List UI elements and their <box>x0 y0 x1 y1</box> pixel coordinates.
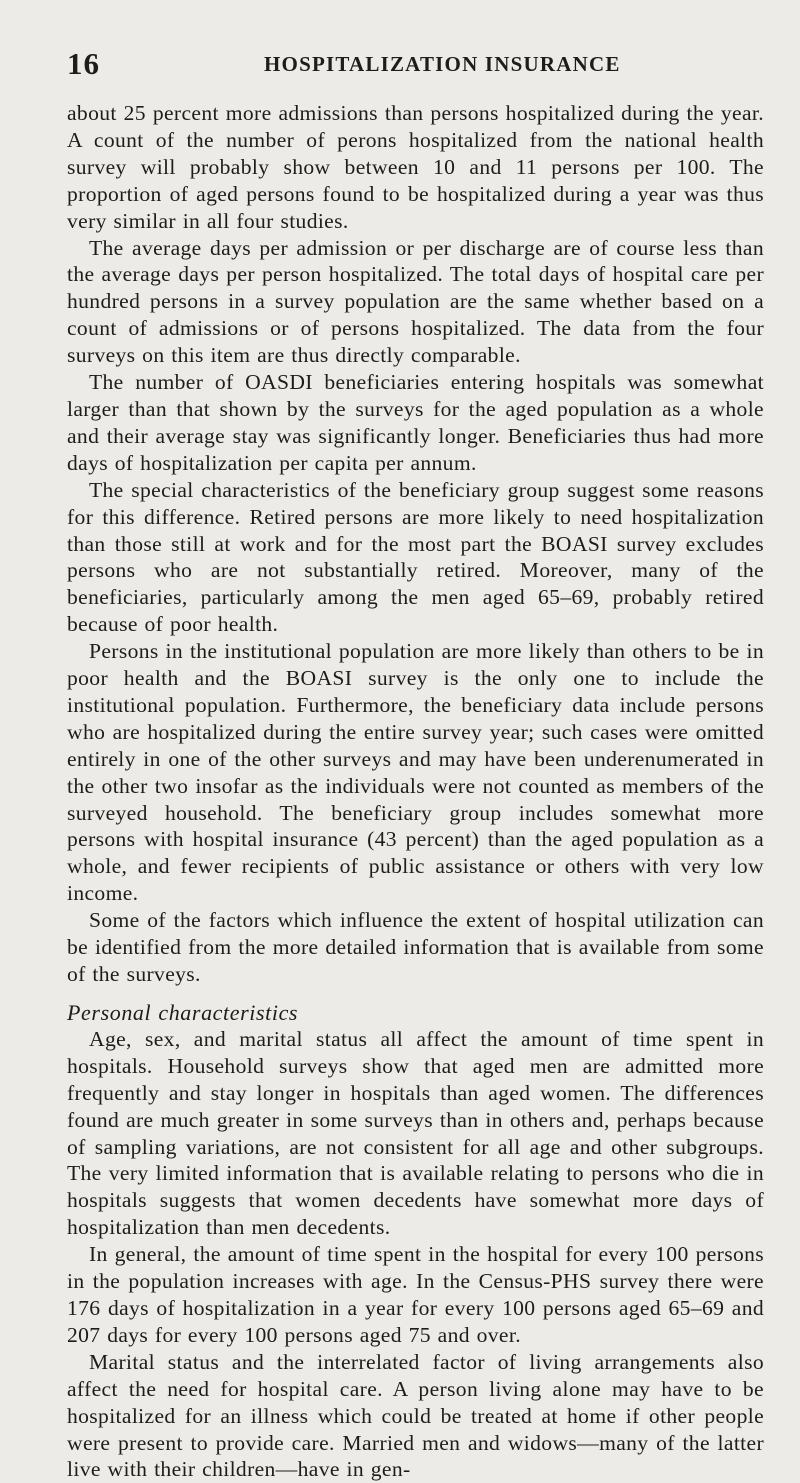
paragraph: Some of the factors which influence the extent of hospital utilization can be identified from the more detailed information that is available from some of the surveys. <box>67 908 764 986</box>
paragraph: In general, the amount of time spent in the hospital for every 100 persons in the population increases with age. In the Census-PHS survey there were 176 days of hospitalization in a year for every 100 persons aged 65–69 and 207 days for every 100 persons aged 75 and over. <box>67 1242 764 1347</box>
paragraph: about 25 percent more admissions than persons hospitalized during the year. A count of the number of perons hospitalized from the national health survey will probably show between 10 and 11 persons per 100. The proportion of aged persons found to be hospitalized during a year was thus very similar in all four studies. <box>67 101 764 233</box>
paragraph: Persons in the institutional population are more likely than others to be in poor health and the BOASI survey is the only one to include the institutional population. Furthermore, the beneficiary data include persons who are hospitalized during the entire survey year; such cases were omitted entirely in one of the other surveys and may have been underenumerated in the other two insofar as the individuals were not counted as members of the surveyed household. The beneficiary group includes somewhat more persons with hospital insurance (43 percent) than the aged population as a whole, and fewer recipients of public assistance or others with very low income. <box>67 639 764 906</box>
paragraph: The number of OASDI beneficiaries entering hospitals was somewhat larger than that shown by the surveys for the aged population as a whole and their average stay was significantly longer. Beneficiaries thus had more days of hospitalization per capita per annum. <box>67 370 764 475</box>
paragraph: The special characteristics of the beneficiary group suggest some reasons for this difference. Retired persons are more likely to need hospitalization than those still at work and for the most part the BOASI survey excludes persons who are not substantially retired. Moreover, many of the beneficiaries, particularly among the men aged 65–69, probably retired because of poor health. <box>67 477 764 637</box>
running-head <box>67 46 764 82</box>
paragraph: Age, sex, and marital status all affect the amount of time spent in hospitals. Household surveys show that aged men are admitted more frequently and stay longer in hospitals than aged women. The differences found are much greater in some surveys than in others and, perhaps because of sampling variations, are not consistent for all age and other subgroups. The very limited information that is available relating to persons who die in hospitals suggests that women decedents have somewhat more days of hospitalization than men decedents. <box>67 1026 764 1240</box>
page-number: 16 <box>67 46 100 81</box>
running-title: HOSPITALIZATION INSURANCE <box>264 52 621 76</box>
paragraph: The average days per admission or per discharge are of course less than the average days per person hospitalized. The total days of hospital care per hundred persons in a survey population are the same whether based on a count of admissions or of persons hospitalized. The data from the four surveys on this item are thus directly comparable. <box>67 235 764 368</box>
body-text <box>67 100 764 1483</box>
paragraph: Marital status and the interrelated factor of living arrangements also affect the need for hospital care. A person living alone may have to be hospitalized for an illness which could be treated at home if other people were present to provide care. Married men and widows—many of the latter live with their children—have in gen- <box>67 1349 764 1482</box>
section-heading: Personal characteristics <box>67 999 299 1025</box>
